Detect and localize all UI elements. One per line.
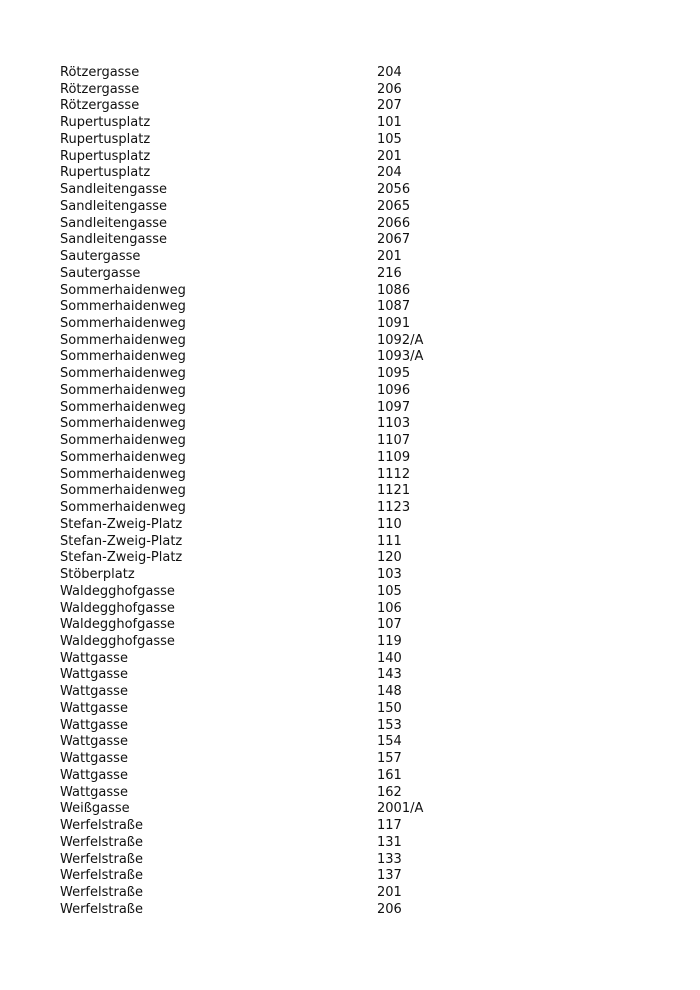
house-number: 1096 (377, 382, 411, 398)
street-name: Waldegghofgasse (60, 583, 175, 599)
address-row (60, 416, 660, 433)
address-row (60, 835, 660, 852)
address-row (60, 299, 660, 316)
address-row (60, 433, 660, 450)
address-row (60, 349, 660, 366)
street-name: Rupertusplatz (60, 165, 151, 181)
street-name: Sommerhaidenweg (60, 483, 186, 499)
house-number: 1087 (377, 299, 411, 315)
address-row (60, 132, 660, 149)
street-name: Sommerhaidenweg (60, 332, 186, 348)
street-name: Wattgasse (60, 650, 128, 666)
house-number: 103 (377, 567, 402, 583)
address-row (60, 115, 660, 132)
address-row (60, 232, 660, 249)
street-name: Sandleitengasse (60, 198, 168, 214)
street-name: Sommerhaidenweg (60, 349, 186, 365)
house-number: 140 (377, 650, 402, 666)
street-name: Waldegghofgasse (60, 600, 175, 616)
address-row (60, 667, 660, 684)
street-name: Rötzergasse (60, 98, 140, 114)
address-row (60, 617, 660, 634)
address-row (60, 852, 660, 869)
address-row (60, 651, 660, 668)
house-number: 120 (377, 550, 402, 566)
street-name: Sandleitengasse (60, 182, 168, 198)
house-number: 110 (377, 516, 402, 532)
house-number: 1107 (377, 433, 411, 449)
house-number: 1103 (377, 416, 411, 432)
street-name: Rupertusplatz (60, 115, 151, 131)
address-row (60, 684, 660, 701)
address-row (60, 868, 660, 885)
street-name: Rupertusplatz (60, 148, 151, 164)
house-number: 105 (377, 131, 402, 147)
address-row (60, 82, 660, 99)
street-name: Waldegghofgasse (60, 617, 175, 633)
house-number: 137 (377, 868, 402, 884)
address-row (60, 634, 660, 651)
street-name: Stöberplatz (60, 567, 135, 583)
street-name: Rupertusplatz (60, 131, 151, 147)
address-row (60, 333, 660, 350)
address-row (60, 316, 660, 333)
street-name: Wattgasse (60, 734, 128, 750)
house-number: 1121 (377, 483, 411, 499)
street-name: Sommerhaidenweg (60, 449, 186, 465)
street-name: Stefan-Zweig-Platz (60, 550, 183, 566)
house-number: 1095 (377, 366, 411, 382)
house-number: 1109 (377, 449, 411, 465)
street-name: Sommerhaidenweg (60, 433, 186, 449)
street-name: Wattgasse (60, 784, 128, 800)
street-name: Sommerhaidenweg (60, 416, 186, 432)
street-name: Sautergasse (60, 265, 141, 281)
house-number: 106 (377, 600, 402, 616)
address-row (60, 517, 660, 534)
street-name: Sommerhaidenweg (60, 399, 186, 415)
house-number: 2056 (377, 182, 411, 198)
house-number: 117 (377, 818, 402, 834)
house-number: 1091 (377, 316, 411, 332)
street-name: Werfelstraße (60, 818, 143, 834)
street-name: Werfelstraße (60, 834, 143, 850)
house-number: 1097 (377, 399, 411, 415)
street-name: Wattgasse (60, 751, 128, 767)
address-row (60, 98, 660, 115)
street-name: Wattgasse (60, 717, 128, 733)
street-name: Sandleitengasse (60, 215, 168, 231)
street-name: Werfelstraße (60, 884, 143, 900)
address-row (60, 534, 660, 551)
address-row (60, 550, 660, 567)
address-row (60, 701, 660, 718)
street-name: Stefan-Zweig-Platz (60, 533, 183, 549)
street-name: Werfelstraße (60, 901, 143, 917)
address-row (60, 467, 660, 484)
street-name: Stefan-Zweig-Platz (60, 516, 183, 532)
address-row (60, 450, 660, 467)
street-name: Sommerhaidenweg (60, 500, 186, 516)
address-row (60, 199, 660, 216)
street-name: Rötzergasse (60, 81, 140, 97)
house-number: 201 (377, 148, 402, 164)
street-name: Wattgasse (60, 667, 128, 683)
street-name: Sautergasse (60, 249, 141, 265)
street-name: Wattgasse (60, 684, 128, 700)
house-number: 206 (377, 81, 402, 97)
house-number: 204 (377, 65, 402, 80)
house-number: 143 (377, 667, 402, 683)
address-row (60, 383, 660, 400)
house-number: 154 (377, 734, 402, 750)
house-number: 148 (377, 684, 402, 700)
house-number: 201 (377, 249, 402, 265)
street-name: Sommerhaidenweg (60, 316, 186, 332)
address-row (60, 567, 660, 584)
house-number: 2065 (377, 198, 411, 214)
house-number: 150 (377, 700, 402, 716)
street-name: Waldegghofgasse (60, 633, 175, 649)
house-number: 157 (377, 751, 402, 767)
street-name: Sommerhaidenweg (60, 366, 186, 382)
house-number: 1086 (377, 282, 411, 298)
address-row (60, 500, 660, 517)
street-name: Sommerhaidenweg (60, 299, 186, 315)
address-row (60, 366, 660, 383)
house-number: 101 (377, 115, 402, 131)
address-row (60, 216, 660, 233)
house-number: 2001/A (377, 801, 424, 817)
house-number: 2066 (377, 215, 411, 231)
address-row (60, 785, 660, 802)
address-row (60, 400, 660, 417)
house-number: 1123 (377, 500, 411, 516)
house-number: 1092/A (377, 332, 424, 348)
house-number: 119 (377, 633, 402, 649)
house-number: 1112 (377, 466, 411, 482)
address-row (60, 149, 660, 166)
house-number: 206 (377, 901, 402, 917)
street-name: Weißgasse (60, 801, 130, 817)
address-row (60, 182, 660, 199)
house-number: 133 (377, 851, 402, 867)
house-number: 1093/A (377, 349, 424, 365)
house-number: 161 (377, 767, 402, 783)
address-row (60, 885, 660, 902)
house-number: 153 (377, 717, 402, 733)
address-row (60, 601, 660, 618)
street-name: Werfelstraße (60, 851, 143, 867)
address-row (60, 902, 660, 919)
house-number: 216 (377, 265, 402, 281)
house-number: 204 (377, 165, 402, 181)
address-row (60, 283, 660, 300)
address-row (60, 818, 660, 835)
street-name: Wattgasse (60, 700, 128, 716)
house-number: 111 (377, 533, 402, 549)
house-number: 207 (377, 98, 402, 114)
house-number: 162 (377, 784, 402, 800)
address-row (60, 65, 660, 82)
street-name: Sandleitengasse (60, 232, 168, 248)
address-row (60, 483, 660, 500)
street-name: Wattgasse (60, 767, 128, 783)
address-row (60, 165, 660, 182)
address-row (60, 584, 660, 601)
house-number: 201 (377, 884, 402, 900)
street-name: Sommerhaidenweg (60, 282, 186, 298)
street-name: Sommerhaidenweg (60, 466, 186, 482)
address-row (60, 249, 660, 266)
house-number: 131 (377, 834, 402, 850)
street-name: Rötzergasse (60, 65, 140, 80)
street-name: Werfelstraße (60, 868, 143, 884)
address-row (60, 801, 660, 818)
address-row (60, 768, 660, 785)
address-row (60, 734, 660, 751)
address-row (60, 718, 660, 735)
address-list (60, 65, 660, 918)
address-row (60, 751, 660, 768)
house-number: 107 (377, 617, 402, 633)
house-number: 2067 (377, 232, 411, 248)
house-number: 105 (377, 583, 402, 599)
address-row (60, 266, 660, 283)
street-name: Sommerhaidenweg (60, 382, 186, 398)
